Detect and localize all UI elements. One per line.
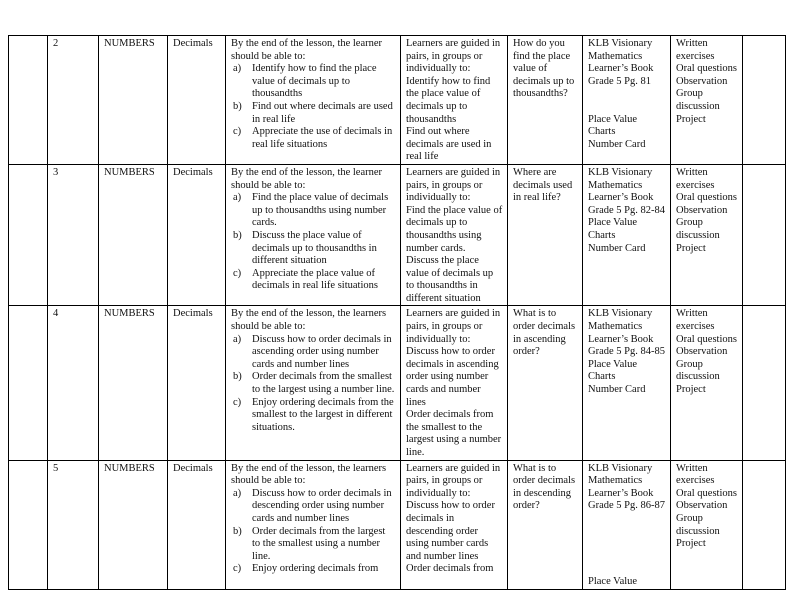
reflection-cell <box>743 164 786 306</box>
outcomes-list <box>231 488 396 576</box>
strand-cell <box>99 306 168 460</box>
resource-line <box>588 101 666 114</box>
outcomes-intro: By the end of the lesson, the learners should be able to: <box>231 308 387 333</box>
outcome-label: c) <box>233 126 242 138</box>
assessment-method: Oral questions <box>676 192 737 204</box>
outcome-label: a) <box>233 487 242 499</box>
outcome-item <box>231 268 396 293</box>
learning-experiences-cell <box>401 460 508 589</box>
outcome-text: Enjoy ordering decimals from <box>252 563 379 575</box>
outcome-item <box>231 63 396 101</box>
assessment-method: Project <box>676 538 706 550</box>
assessment-method: Project <box>676 384 706 396</box>
outcome-text: Order decimals from the largest to the smallest using a number line. <box>252 525 386 562</box>
inquiry-question-cell <box>508 164 583 306</box>
outcome-label: c) <box>233 267 242 279</box>
resource-line: Place Value Charts <box>588 217 638 241</box>
experience-line: Discuss the place value of decimals up to thousandths in different situation <box>406 255 494 304</box>
resource-line: KLB Visionary Mathematics Learner’s Book Grade 5 Pg. 84-85 <box>588 308 665 358</box>
resource-line: Place Value <box>588 575 638 587</box>
assessment-method: Observation <box>676 204 728 216</box>
inquiry-question-cell <box>508 306 583 460</box>
table-row <box>9 306 786 460</box>
inquiry-question: What is to order decimals in ascending order? <box>513 308 576 358</box>
experience-line: Discuss how to order decimals in ascending order using number cards and number lines <box>406 346 499 408</box>
outcome-label: a) <box>233 333 242 345</box>
outcome-item <box>231 371 396 396</box>
week-cell <box>9 306 48 460</box>
resource-line: Place Value Charts <box>588 113 638 138</box>
week-cell <box>9 460 48 589</box>
learning-experiences-cell <box>401 306 508 460</box>
scheme-of-work-table <box>8 35 786 590</box>
reflection <box>748 167 781 180</box>
reflection <box>748 463 781 476</box>
experience-line: Learners are guided in pairs, in groups or individually to: <box>406 462 501 499</box>
sub-strand-cell <box>168 164 226 306</box>
week-cell <box>9 164 48 306</box>
outcomes-list <box>231 192 396 293</box>
outcome-item <box>231 488 396 526</box>
assessment-method: Written exercises <box>676 462 715 487</box>
inquiry-question-cell <box>508 36 583 165</box>
inquiry-question: Where are decimals used in real life? <box>513 166 573 204</box>
outcome-text: Appreciate the place value of decimals in real life situations <box>252 267 378 292</box>
assessment-method: Observation <box>676 75 728 87</box>
lesson-number: 4 <box>53 308 59 320</box>
outcomes-intro: By the end of the lesson, the learner should be able to: <box>231 38 383 62</box>
lesson-number: 5 <box>53 462 59 474</box>
outcome-label: b) <box>233 229 242 241</box>
strand: NUMBERS <box>104 166 155 178</box>
assessment-method: Written exercises <box>676 166 715 191</box>
outcomes-list <box>231 63 396 151</box>
resource-line: KLB Visionary Mathematics Learner’s Book Grade 5 Pg. 86-87 <box>588 462 665 512</box>
sub-strand: Decimals <box>173 462 213 474</box>
lesson-cell <box>48 164 99 306</box>
reflection-cell <box>743 460 786 589</box>
resources-cell <box>583 460 671 589</box>
experience-line: Discuss how to order decimals in descending order using number cards and number lines <box>406 500 495 562</box>
resource-line <box>588 551 666 564</box>
outcome-text: Discuss how to order decimals in descending order using number cards and number lines <box>252 487 392 524</box>
assessment-method: Written exercises <box>676 308 715 333</box>
strand-cell <box>99 36 168 165</box>
outcome-item <box>231 397 396 435</box>
sub-strand-cell <box>168 36 226 165</box>
resource-line: Number Card <box>588 138 646 150</box>
strand: NUMBERS <box>104 462 155 474</box>
assessment-method: Group discussion <box>676 512 720 537</box>
experience-line: Learners are guided in pairs, in groups or individually to: <box>406 166 501 204</box>
assessment-cell <box>671 460 743 589</box>
outcomes-cell <box>226 460 401 589</box>
experience-line: Learners are guided in pairs, in groups or individually to: <box>406 308 501 345</box>
table-row <box>9 164 786 306</box>
outcome-text: Discuss how to order decimals in ascending order using number cards and number lines <box>252 333 392 370</box>
outcomes-cell <box>226 306 401 460</box>
assessment-cell <box>671 36 743 165</box>
assessment-method: Group discussion <box>676 88 720 112</box>
resources-cell <box>583 36 671 165</box>
outcome-text: Identify how to find the place value of decimals up to thousandths <box>252 63 377 100</box>
reflection <box>748 38 781 51</box>
assessment-method: Project <box>676 242 706 254</box>
lesson-number: 3 <box>53 166 59 178</box>
outcomes-cell <box>226 36 401 165</box>
strand: NUMBERS <box>104 38 155 49</box>
assessment-method: Group discussion <box>676 217 720 241</box>
strand-cell <box>99 460 168 589</box>
table-row <box>9 36 786 165</box>
assessment-method: Oral questions <box>676 63 737 75</box>
experience-line: Learners are guided in pairs, in groups or individually to: <box>406 38 501 75</box>
experience-line: Find the place value of decimals up to thousandths using number cards. <box>406 204 503 254</box>
inquiry-question: What is to order decimals in descending order? <box>513 462 576 512</box>
outcome-label: b) <box>233 100 242 112</box>
experience-line: Order decimals from <box>406 563 494 575</box>
assessment-method: Observation <box>676 500 728 512</box>
outcomes-list <box>231 334 396 435</box>
outcomes-intro: By the end of the lesson, the learner should be able to: <box>231 166 383 191</box>
outcomes-cell <box>226 164 401 306</box>
outcome-item <box>231 563 396 576</box>
outcome-item <box>231 101 396 126</box>
learning-experiences-cell <box>401 36 508 165</box>
outcome-item <box>231 230 396 268</box>
resource-line: KLB Visionary Mathematics Learner’s Book Grade 5 Pg. 81 <box>588 38 654 87</box>
strand-cell <box>99 164 168 306</box>
lesson-cell <box>48 306 99 460</box>
outcome-label: c) <box>233 396 242 408</box>
table-row <box>9 460 786 589</box>
resource-line: KLB Visionary Mathematics Learner’s Book Grade 5 Pg. 82-84 <box>588 166 665 216</box>
strand: NUMBERS <box>104 308 155 320</box>
assessment-method: Oral questions <box>676 333 737 345</box>
assessment-method: Group discussion <box>676 358 720 383</box>
outcome-item <box>231 126 396 151</box>
lesson-cell <box>48 36 99 165</box>
outcome-text: Enjoy ordering decimals from the smallest to the largest in different situations. <box>252 396 394 433</box>
reflection-cell <box>743 36 786 165</box>
resource-line <box>588 513 666 526</box>
assessment-cell <box>671 306 743 460</box>
resource-line <box>588 563 666 576</box>
outcome-text: Find the place value of decimals up to thousandths using number cards. <box>252 192 389 229</box>
resource-line <box>588 526 666 539</box>
sub-strand: Decimals <box>173 308 213 320</box>
experience-line: Identify how to find the place value of decimals up to thousandths <box>406 75 491 125</box>
sub-strand: Decimals <box>173 38 213 49</box>
reflection <box>748 308 781 321</box>
resources-cell <box>583 306 671 460</box>
outcome-label: a) <box>233 63 242 75</box>
resource-line: Number Card <box>588 242 646 254</box>
sub-strand: Decimals <box>173 166 213 178</box>
resource-line <box>588 538 666 551</box>
outcome-text: Find out where decimals are used in real life <box>252 100 393 125</box>
inquiry-question-cell <box>508 460 583 589</box>
lesson-cell <box>48 460 99 589</box>
sub-strand-cell <box>168 460 226 589</box>
outcome-label: b) <box>233 525 242 537</box>
assessment-method: Oral questions <box>676 487 737 499</box>
resource-line: Place Value Charts <box>588 358 638 383</box>
experience-line: Find out where decimals are used in real life <box>406 126 492 163</box>
outcomes-intro: By the end of the lesson, the learners should be able to: <box>231 462 387 487</box>
outcome-label: a) <box>233 192 242 204</box>
experience-line: Order decimals from the smallest to the largest using a number line. <box>406 409 502 458</box>
learning-experiences-cell <box>401 164 508 306</box>
lesson-number: 2 <box>53 38 59 49</box>
outcome-text: Order decimals from the smallest to the largest using a number line. <box>252 371 395 396</box>
outcome-item <box>231 192 396 230</box>
resources-cell <box>583 164 671 306</box>
week-cell <box>9 36 48 165</box>
outcome-label: b) <box>233 371 242 383</box>
outcome-text: Appreciate the use of decimals in real life situations <box>252 126 393 150</box>
assessment-method: Written exercises <box>676 38 715 62</box>
outcome-item <box>231 334 396 372</box>
sub-strand-cell <box>168 306 226 460</box>
assessment-cell <box>671 164 743 306</box>
inquiry-question: How do you find the place value of decimals up to thousandths? <box>513 38 575 100</box>
resource-line: Number Card <box>588 384 646 396</box>
outcome-text: Discuss the place value of decimals up to thousandths in different situation <box>252 229 377 267</box>
reflection-cell <box>743 306 786 460</box>
assessment-method: Project <box>676 113 706 125</box>
resource-line <box>588 88 666 101</box>
outcome-label: c) <box>233 563 242 575</box>
assessment-method: Observation <box>676 346 728 358</box>
outcome-item <box>231 526 396 564</box>
